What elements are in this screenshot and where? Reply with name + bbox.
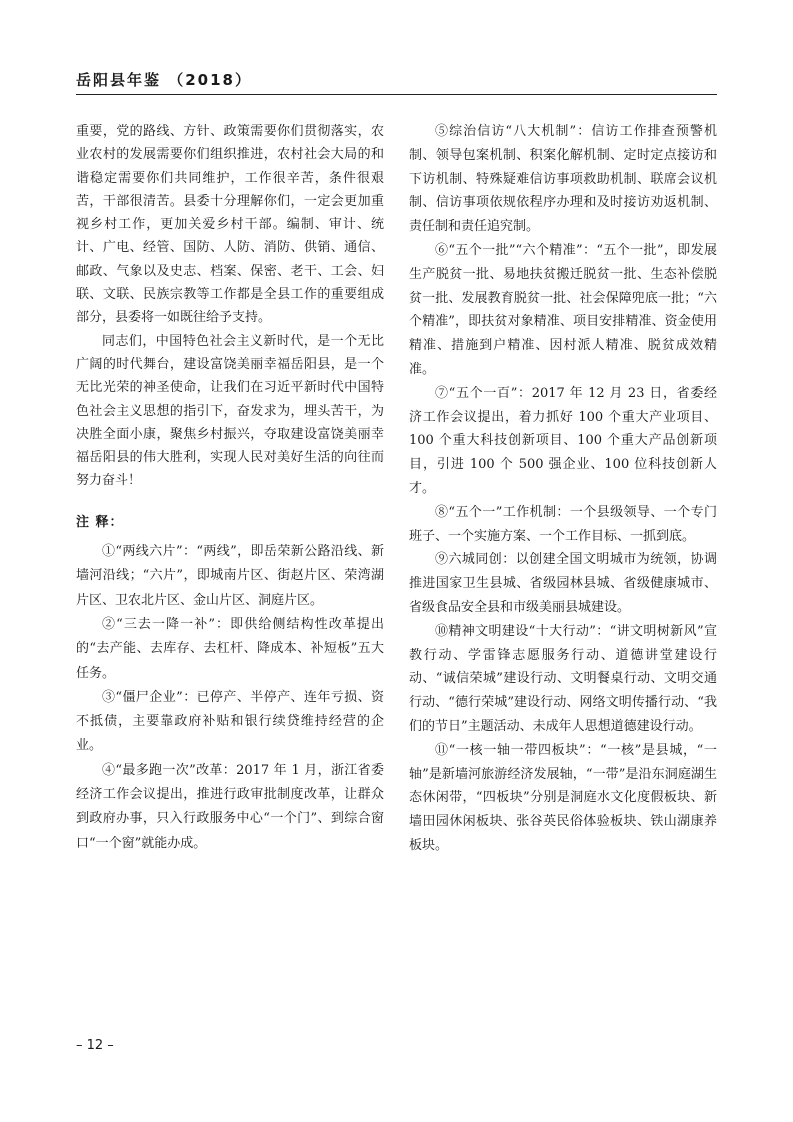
note-item: ⑩精神文明建设“十大行动”：“讲文明树新风”宣教行动、学雷锋志愿服务行动、道德讲堂建设行动、“诚信荣城”建设行动、文明餐桌行动、文明交通行动、“德行荣城”建设行动、网络文明传播行动、“我们的节日”主题活动、未成年人思想道德建设行动。	[409, 623, 717, 734]
note-item: ⑥“五个一批”“六个精准”：“五个一批”，即发展生产脱贫一批、易地扶贫搬迁脱贫一批、生态补偿脱贫一批、发展教育脱贫一批、社会保障兜底一批；“六个精准”，即扶贫对象精准、项目安排精准、资金使用精准、措施到户精准、因村派人精准、脱贫成效精准。	[409, 242, 717, 377]
note-item: ④“最多跑一次”改革：2017 年 1 月，浙江省委经济工作会议提出，推进行政审批制度改革，让群众到政府办事，只入行政服务中心“一个门”、到综合窗口“一个窗”就能办成。	[76, 762, 384, 851]
running-header	[76, 70, 717, 90]
body-paragraph: 同志们，中国特色社会主义新时代，是一个无比广阔的时代舞台，建设富饶美丽幸福岳阳县，是一个无比光荣的神圣使命，让我们在习近平新时代中国特色社会主义思想的指引下，奋发求为，埋头苦干，为决胜全面小康，聚焦乡村振兴，夺取建设富饶美丽幸福岳阳县的伟大胜利，实现人民对美好生活的向往而努力奋斗！	[76, 333, 384, 489]
note-item: ⑦“五个一百”：2017 年 12 月 23 日，省委经济工作会议提出，着力抓好 100 个重大产业项目、100 个重大科技创新项目、100 个重大产品创新项目，引进 100 个 500 强企业、100 位科技创新人才。	[409, 385, 717, 496]
right-column	[409, 120, 717, 858]
yearbook-title: 岳阳县年鉴 （2018）	[76, 71, 252, 89]
header-divider	[76, 94, 717, 95]
note-item: ⑤综治信访“八大机制”：信访工作排查预警机制、领导包案机制、积案化解机制、定时定点接访和下访机制、特殊疑难信访事项救助机制、联席会议机制、信访事项依规依程序办理和及时接访劝返机制、责任制和责任追究制。	[409, 124, 717, 235]
note-item: ⑨六城同创：以创建全国文明城市为统领，协调推进国家卫生县城、省级园林县城、省级健康城市、省级食品安全县和市级美丽县城建设。	[409, 552, 717, 615]
page-number: – 12 –	[76, 1038, 114, 1053]
note-item: ①“两线六片”：“两线”，即岳荣新公路沿线、新墙河沿线；“六片”，即城南片区、街赵片区、荣湾湖片区、卫农北片区、金山片区、洞庭片区。	[76, 544, 384, 608]
note-item: ⑪“一核一轴一带四板块”：“一核”是县城，“一轴”是新墙河旅游经济发展轴，“一带”是沿东洞庭湖生态休闲带，“四板块”分别是洞庭水文化度假板块、新墙田园休闲板块、张谷英民俗体验板块、铁山湖康养板块。	[409, 742, 717, 853]
note-item: ③“僵尸企业”：已停产、半停产、连年亏损、资不抵债，主要靠政府补贴和银行续贷维持经营的企业。	[76, 689, 384, 754]
note-item: ②“三去一降一补”：即供给侧结构性改革提出的“去产能、去库存、去杠杆、降成本、补短板”五大任务。	[76, 616, 384, 681]
notes-heading: 注 释：	[76, 514, 124, 530]
left-column	[76, 120, 384, 856]
note-item: ⑧“五个一”工作机制：一个县级领导、一个专门班子、一个实施方案、一个工作目标、一抓到底。	[409, 504, 717, 544]
body-paragraph: 重要，党的路线、方针、政策需要你们贯彻落实，农业农村的发展需要你们组织推进，农村社会大局的和谐稳定需要你们共同维护，工作很辛苦，条件很艰苦，干部很清苦。县委十分理解你们，一定会更加重视乡村工作，更加关爱乡村干部。编制、审计、统计、广电、经管、国防、人防、消防、供销、通信、邮政、气象以及史志、档案、保密、老干、工会、妇联、文联、民族宗教等工作都是全县工作的重要组成部分，县委将一如既往给予支持。	[76, 124, 384, 326]
